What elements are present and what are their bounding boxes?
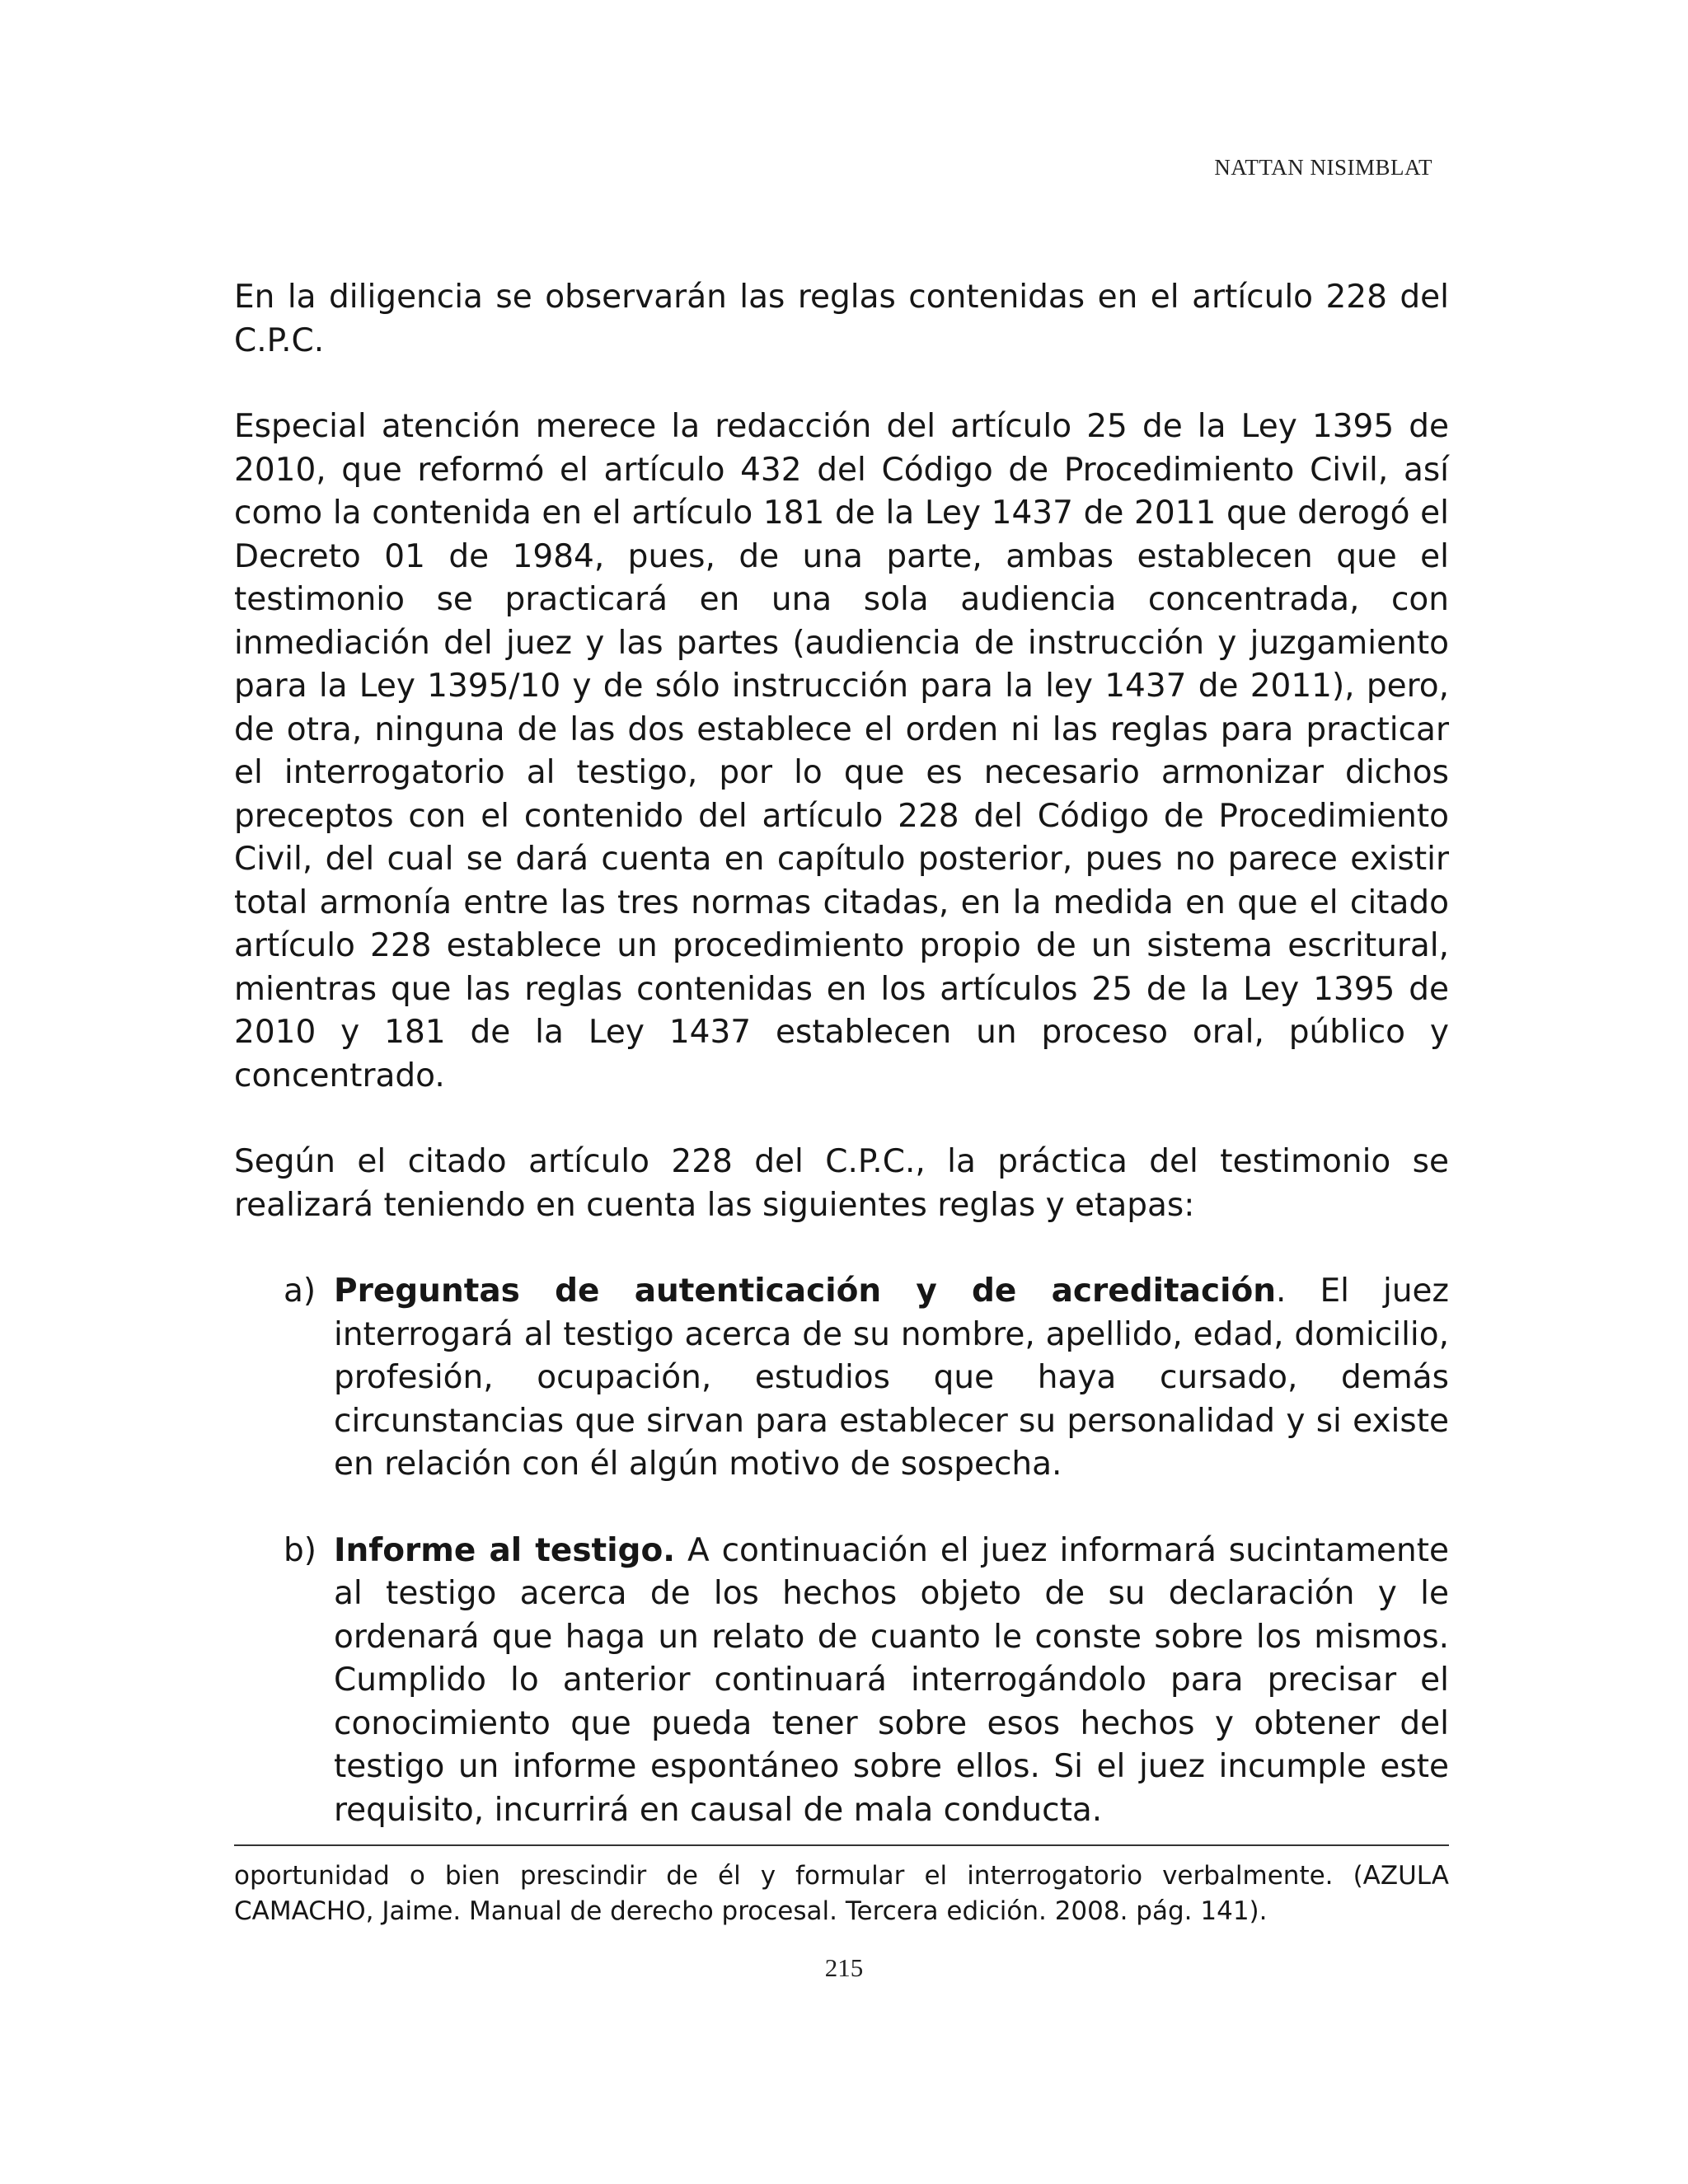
list-item-body: A continuación el juez informará sucintamente al testigo acerca de los hechos objeto de su declaración y le ordenará que haga un relato de cuanto le conste sobre los mismos. Cumplido lo anterior continuará interrogándolo para precisar el conocimiento que pueda tener sobre esos hechos y obtener del testigo un informe espontáneo sobre ellos. Si el juez incumple este requisito, incurrirá en causal de mala conducta. bbox=[334, 1531, 1449, 1829]
paragraph-analysis: Especial atención merece la redacción del artículo 25 de la Ley 1395 de 2010, que reformó el artículo 432 del Código de Procedimiento Civil, así como la contenida en el artículo 181 de la Ley 1437 de 2011 que derogó el Decreto 01 de 1984, pues, de una parte, ambas establecen que el testimonio se practicará en una sola audiencia concentrada, con inmediación del juez y las partes (audiencia de instrucción y juzgamiento para la Ley 1395/10 y de sólo instrucción para la ley 1437 de 2011), pero, de otra, ninguna de las dos establece el orden ni las reglas para practicar el interrogatorio al testigo, por lo que es necesario armonizar dichos preceptos con el contenido del artículo 228 del Código de Procedimiento Civil, del cual se dará cuenta en capítulo posterior, pues no parece existir total armonía entre las tres normas citadas, en la medida en que el citado artículo 228 establece un procedimiento propio de un sistema escritural, mientras que las reglas contenidas en los artículos 25 de la Ley 1395 de 2010 y 181 de la Ley 1437 establecen un proceso oral, público y concentrado. bbox=[234, 408, 1449, 1094]
page-body bbox=[234, 276, 1449, 1875]
page-number: 215 bbox=[824, 1953, 864, 1982]
list-item-heading: Preguntas de autenticación y de acreditación bbox=[334, 1272, 1277, 1310]
footnote: oportunidad o bien prescindir de él y formular el interrogatorio verbalmente. (AZULA CAMACHO, Jaime. Manual de derecho procesal. Tercera edición. 2008. pág. 141). bbox=[234, 1861, 1449, 1926]
list-marker: a) bbox=[284, 1272, 316, 1310]
list-item-body: . El juez interrogará al testigo acerca de su nombre, apellido, edad, domicilio, profesión, ocupación, estudios que haya cursado, demás circunstancias que sirvan para establecer su personalidad y si existe en relación con él algún motivo de sospecha. bbox=[334, 1272, 1449, 1483]
list-item-heading: Informe al testigo. bbox=[334, 1531, 676, 1569]
list-item-a bbox=[234, 1270, 1449, 1487]
list-item-b bbox=[234, 1530, 1449, 1833]
list-marker: b) bbox=[284, 1531, 316, 1569]
footnote-divider bbox=[234, 1844, 1449, 1846]
paragraph-list-lead: Según el citado artículo 228 del C.P.C., la práctica del testimonio se realizará teniendo en cuenta las siguientes reglas y etapas: bbox=[234, 1143, 1449, 1224]
paragraph-intro: En la diligencia se observarán las reglas contenidas en el artículo 228 del C.P.C. bbox=[234, 279, 1449, 359]
running-header: NATTAN NISIMBLAT bbox=[1214, 155, 1432, 180]
